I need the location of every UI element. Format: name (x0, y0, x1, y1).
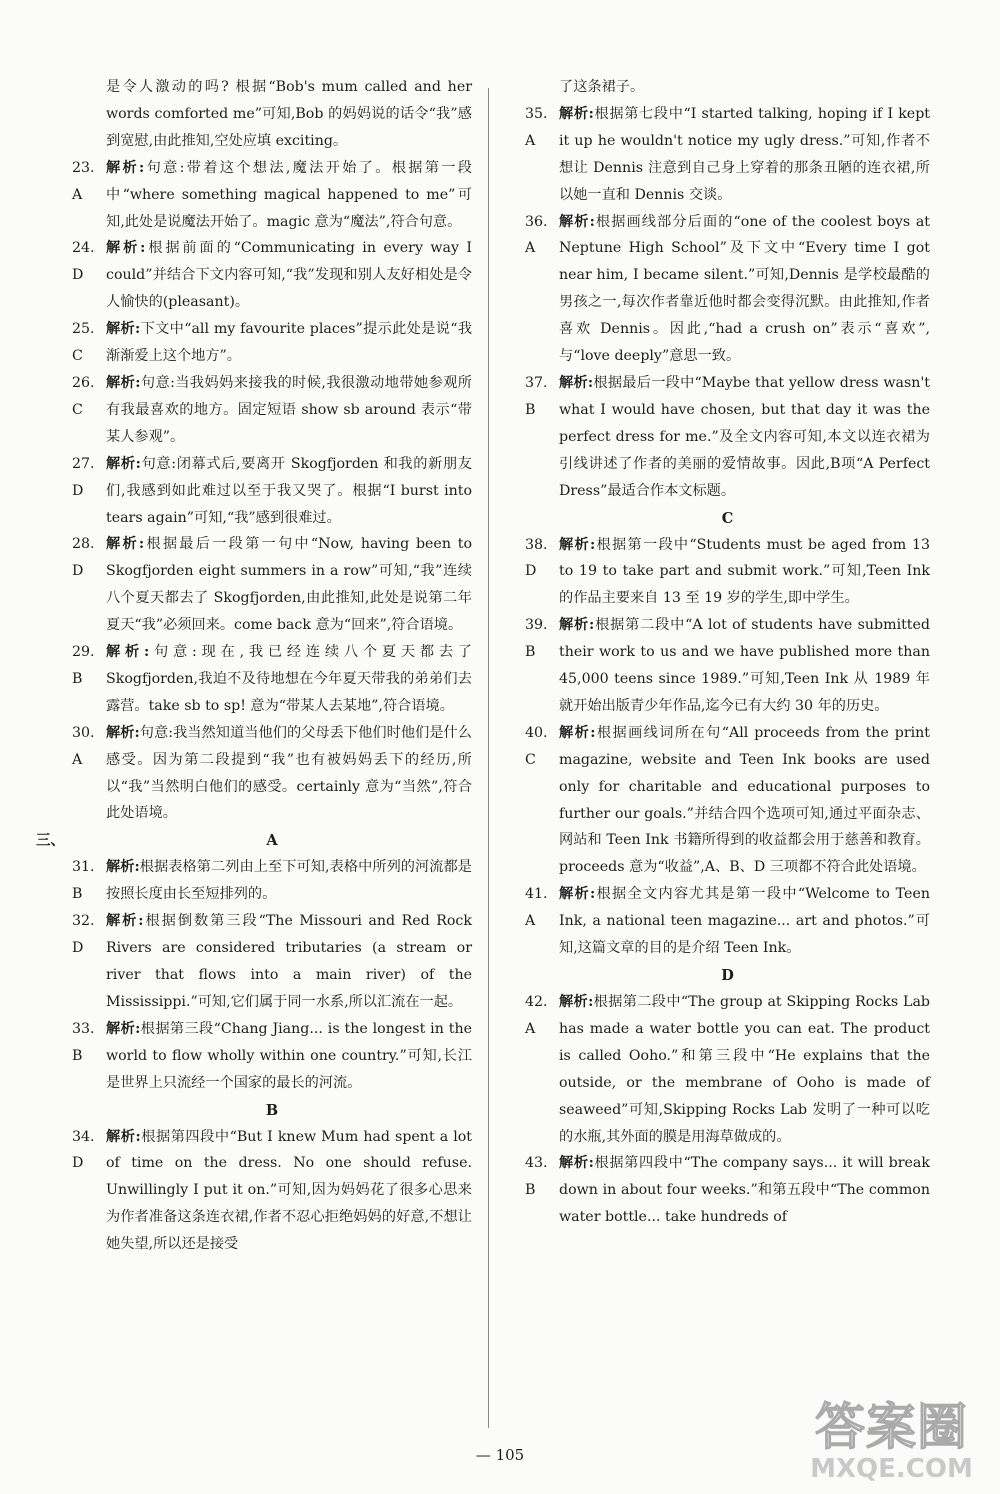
analysis-label: 解析: (106, 724, 140, 741)
analysis-label: 解析: (559, 536, 596, 553)
analysis-label: 解析: (106, 536, 145, 553)
answer-item (72, 235, 472, 316)
item-number: 35. A (525, 105, 548, 149)
answer-item (72, 370, 472, 451)
analysis-label: 解析: (106, 644, 150, 661)
item-text: 根据第四段中“But I knew Mum had spent a lot of time on the dress. No one should refuse. Unwillingly I put it on.”可知,因为妈妈花了很多心思来为作者准备这条连衣裙,作者不忍心拒绝妈妈的好意,不想让她失望,所以还是接受 (106, 1128, 472, 1253)
item-text: 句意:带着这个想法,魔法开始了。根据第一段中“where something magical happened to me”可知,此处是说魔法开始了。magic 意为“魔法”,符合句意。 (106, 159, 472, 230)
item-number: 40. C (525, 724, 548, 768)
analysis-label: 解析: (106, 455, 141, 472)
answer-item (525, 612, 930, 720)
item-text: 下文中“all my favourite places”提示此处是说“我渐渐爱上这个地方”。 (106, 321, 473, 365)
item-text: 根据第二段中“The group at Skipping Rocks Lab has made a water bottle you can eat. The product is called Ooho.”和第三段中“He explains that the outside, or the membrane of Ooho is made of seaweed”可知,Skipping Rocks Lab 发明了一种可以吃的水瓶,其外面的膜是用海草做成的。 (559, 994, 930, 1145)
watermark-main-text: 答案圈 (815, 1398, 968, 1456)
item-text: 句意:闭幕式后,要离开 Skogfjorden 和我的新朋友们,我感到如此难过以至于我又哭了。根据“I burst into tears again”可知,“我”感到很难过。 (106, 455, 472, 526)
right-column (525, 74, 930, 1231)
item-text: 根据画线词所在句“All proceeds from the print magazine, website and Teen Ink books are used only for charitable and educational purposes to further our goals.”并结合四个选项可知,通过平面杂志、网站和 Teen Ink 书籍所得到的收益都会用于慈善和教育。proceeds 意为“收益”,A、B、D 三项都不符合此处语境。 (559, 724, 930, 876)
item-number: 43. B (525, 1155, 548, 1199)
analysis-label: 解析: (106, 321, 141, 338)
item-number: 33. B (72, 1020, 95, 1064)
item-text: 根据第七段中“I started talking, hoping if I kept it up he wouldn't notice my ugly dress.”可知,作者不想让 Dennis 注意到自己身上穿着的那条丑陋的连衣裙,所以她一直和 Dennis 交谈。 (559, 105, 930, 203)
left-column (36, 74, 473, 1258)
analysis-label: 解析: (559, 617, 595, 634)
answer-item (72, 1124, 472, 1259)
item-number: 37. B (525, 374, 548, 418)
analysis-label: 解析: (559, 886, 596, 903)
item-number: 39. B (525, 617, 548, 661)
answer-item (72, 720, 472, 828)
item-text: 根据第一段中“Students must be aged from 13 to 19 to take part and submit work.”可知,Teen Ink 的作品主要来自 13 至 19 岁的学生,即中学生。 (559, 536, 931, 607)
item-number: 32. D (72, 913, 95, 957)
part-label: 三、 (36, 832, 65, 850)
item-number: 36. A (525, 213, 548, 257)
item-number: 31. B (72, 859, 95, 903)
item-text: 根据最后一段中“Maybe that yellow dress wasn't what I would have chosen, but that day it was the perfect dress for me.”及全文内容可知,本文以连衣裙为引线讲述了作者的美丽的爱情故事。因此,B项“A Perfect Dress”最适合作本文标题。 (559, 374, 930, 499)
item-number: 34. D (72, 1128, 95, 1172)
watermark-url: MXQE.COM (810, 1454, 973, 1484)
watermark-logo (789, 1400, 994, 1490)
item-text: 根据第四段中“The company says... it will break down in about four weeks.”和第五段中“The common water bottle... take hundreds of (559, 1155, 930, 1226)
analysis-label: 解析: (559, 994, 594, 1010)
analysis-label: 解析: (559, 213, 595, 230)
section-heading-a: A (266, 832, 278, 850)
answer-item (525, 1150, 930, 1231)
continuation-text: 是令人激动的吗? 根据“Bob's mum called and her words comforted me”可知,Bob 的妈妈说的话令“我”感到宽慰,由此推知,空处应填 exciting。 (106, 79, 472, 149)
analysis-label: 解析: (106, 1128, 141, 1145)
item-number: 26. C (72, 374, 95, 418)
item-text: 根据倒数第三段“The Missouri and Red Rock Rivers are considered tributaries (a stream or river that flows into a main river) of the Mississippi.”可知,它们属于同一水系,所以汇流在一起。 (106, 913, 472, 1010)
analysis-label: 解析: (559, 724, 596, 741)
answer-item (72, 451, 472, 532)
answer-item (525, 881, 930, 962)
item-text: 句意:我当然知道当他们的父母丢下他们时他们是什么感受。因为第二段提到“我”也有被妈妈丢下的经历,所以“我”当然明白他们的感受。certainly 意为“当然”,符合此处语境。 (106, 724, 472, 822)
answer-item (525, 209, 930, 370)
answer-item (72, 155, 472, 236)
part-three (36, 827, 472, 854)
answer-item (72, 531, 472, 639)
answer-item (525, 370, 930, 505)
item-number: 38. D (525, 536, 548, 580)
item-text: 根据画线部分后面的“one of the coolest boys at Neptune High School”及下文中“Every time I got near him, I became silent.”可知,Dennis 是学校最酷的男孩之一,每次作者靠近他时都会变得沉默。由此推知,作者喜欢 Dennis。因此,“had a crush on”表示“喜欢”,与“love deeply”意思一致。 (559, 213, 930, 365)
item-number: 27. D (72, 455, 95, 499)
section-heading-b: B (265, 1101, 279, 1119)
analysis-label: 解析: (106, 1020, 141, 1037)
answer-item (525, 720, 930, 881)
section-heading-d: D (721, 967, 734, 984)
item-number: 25. C (72, 321, 95, 365)
item-number: 42. A (525, 994, 548, 1037)
continuation-text: 了这条裙子。 (559, 79, 645, 95)
answer-item (72, 908, 472, 1016)
item-number: 23. A (72, 159, 95, 203)
item-text: 根据表格第二列由上至下可知,表格中所列的河流都是按照长度由长至短排列的。 (106, 859, 472, 903)
column-divider (488, 88, 489, 1428)
item-number: 30. A (72, 724, 95, 768)
analysis-label: 解析: (106, 859, 140, 876)
item-text: 根据第三段“Chang Jiang... is the longest in the world to flow wholly within one country.”可知,长江是世界上只流经一个国家的最长的河流。 (106, 1020, 472, 1091)
item-number: 24. D (72, 240, 95, 284)
analysis-label: 解析: (559, 105, 594, 122)
answer-item (525, 101, 930, 209)
analysis-label: 解析: (106, 159, 145, 176)
answer-item (72, 316, 472, 370)
section-heading-c: C (721, 509, 734, 527)
item-text: 根据全文内容尤其是第一段中“Welcome to Teen Ink, a national teen magazine... art and photos.”可知,这篇文章的目的是介绍 Teen Ink。 (559, 886, 930, 957)
analysis-label: 解析: (106, 374, 141, 391)
item-text: 根据前面的“Communicating in every way I could”并结合下文内容可知,“我”发现和别人友好相处是令人愉快的(pleasant)。 (106, 240, 472, 311)
item-number: 29. B (72, 644, 95, 687)
answer-item (72, 854, 472, 908)
analysis-label: 解析: (106, 913, 144, 930)
analysis-label: 解析: (559, 1155, 594, 1172)
analysis-label: 解析: (559, 374, 594, 391)
item-number: 28. D (72, 536, 95, 580)
answer-item (72, 1016, 472, 1097)
answer-item (525, 532, 930, 613)
answer-item (72, 639, 472, 720)
item-text: 根据最后一段第一句中“Now, having been to Skogfjorden eight summers in a row”可知,“我”连续八个夏天都去了 Skogfjorden,由此推知,此处是说第二年夏天“我”必须回来。come back 意为“回来”,符合语境。 (106, 536, 472, 634)
item-text: 句意:当我妈妈来接我的时候,我很激动地带她参观所有我最喜欢的地方。固定短语 show sb around 表示“带某人参观”。 (106, 374, 472, 445)
item-text: 根据第二段中“A lot of students have submitted their work to us and we have published more than 45,000 teens since 1989.”可知,Teen Ink 从 1989 年就开始出版青少年作品,迄今已有大约 30 年的历史。 (559, 617, 930, 714)
analysis-label: 解析: (106, 240, 146, 257)
page-number: — 105 (475, 1446, 525, 1464)
answer-item (525, 989, 930, 1150)
item-number: 41. A (525, 886, 548, 930)
item-text: 句意:现在,我已经连续八个夏天都去了 Skogfjorden,我迫不及待地想在今年夏天带我的弟弟们去露营。take sb to sp! 意为“带某人去某地”,符合语境。 (106, 644, 472, 714)
